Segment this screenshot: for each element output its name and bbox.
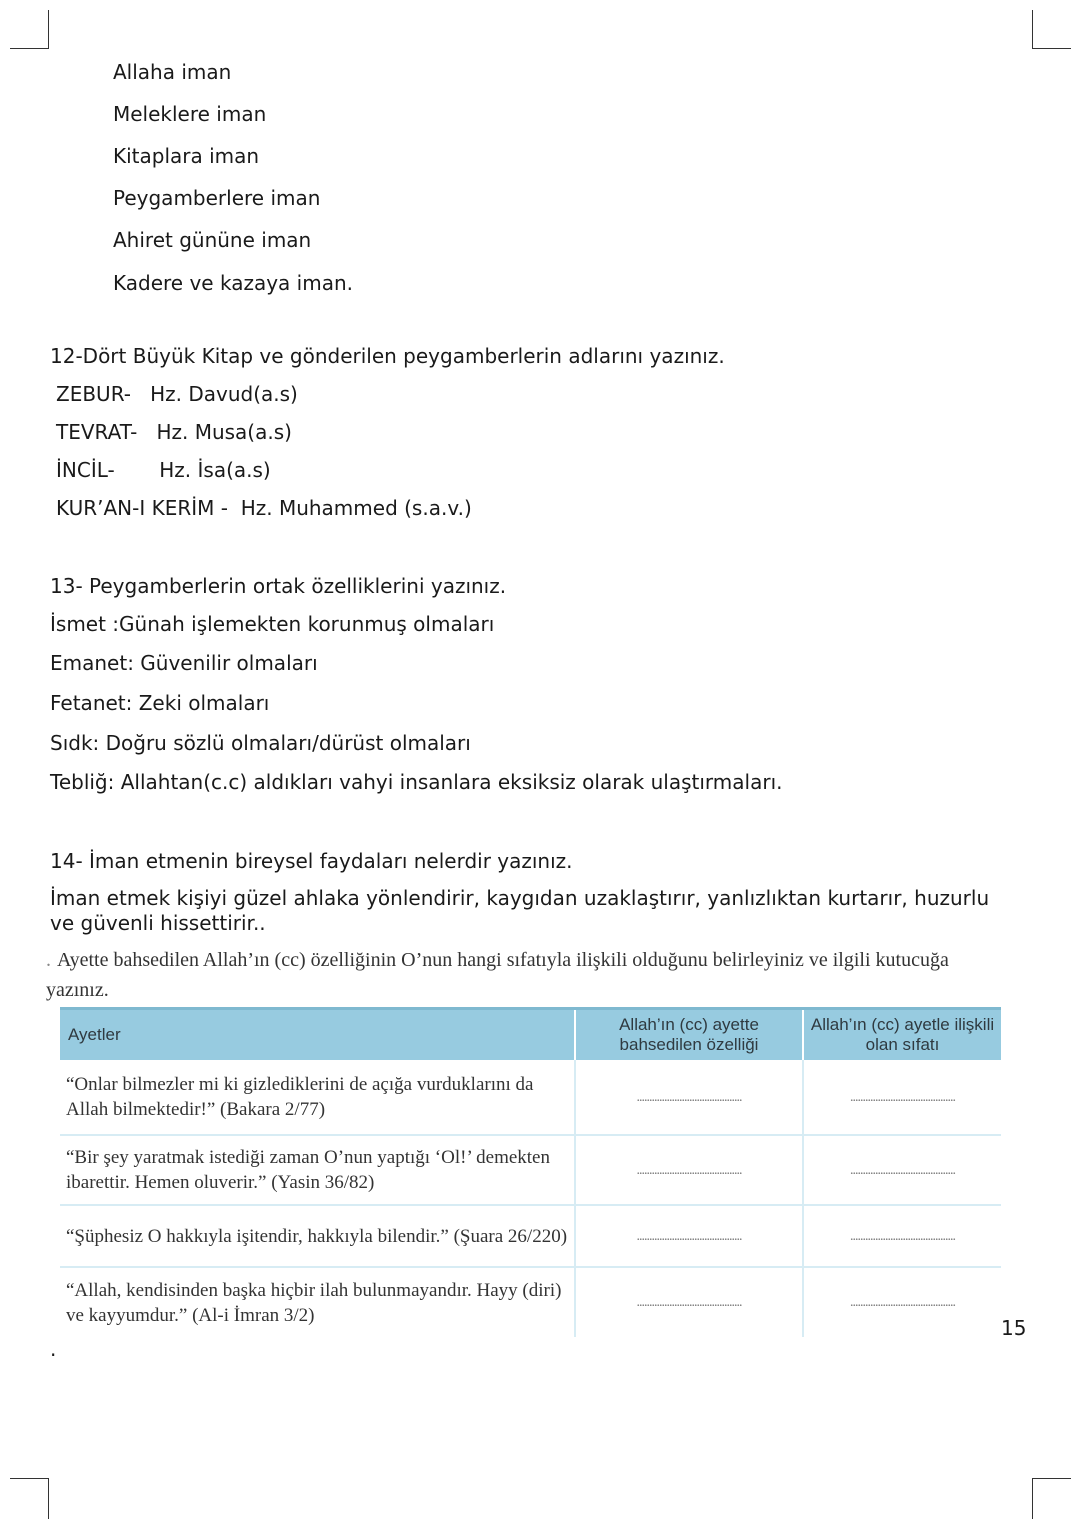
blank-sifat[interactable]: .......................................... <box>803 1267 1001 1337</box>
verse-cell: “Allah, kendisinden başka hiçbir ilah bulunmayandır. Hayy (diri) ve kayyumdur.” (Al-i İmran 3/2) <box>66 1279 562 1326</box>
iman-item: Ahiret gününe iman <box>113 228 312 252</box>
prophet-name: Hz. Musa(a.s) <box>156 420 292 444</box>
answer-line: Tebliğ: Allahtan(c.c) aldıkları vahyi insanlara eksiksiz olarak ulaştırmaları. <box>50 770 783 794</box>
exercise-instruction <box>46 945 1011 1005</box>
blank-sifat[interactable]: .......................................... <box>803 1205 1001 1267</box>
answer-14: İman etmek kişiyi güzel ahlaka yönlendirir, kaygıdan uzaklaştırır, yanlızlıktan kurtarır, huzurlu ve güvenli hissettirir.. <box>50 886 990 935</box>
blank-attribute[interactable]: .......................................... <box>575 1135 803 1205</box>
blank-attribute[interactable]: .......................................... <box>575 1267 803 1337</box>
book-row <box>56 420 292 444</box>
answer-line: Fetanet: Zeki olmaları <box>50 691 270 715</box>
table-row <box>60 1267 1001 1337</box>
crop-mark-top-left <box>10 10 49 49</box>
iman-item: Kitaplara iman <box>113 144 260 168</box>
book-name: ZEBUR- <box>56 382 131 406</box>
book-row <box>56 458 271 482</box>
prophet-name: Hz. İsa(a.s) <box>159 458 271 482</box>
answer-line: İsmet :Günah işlemekten korunmuş olmaları <box>50 612 495 636</box>
question-14: 14- İman etmenin bireysel faydaları nelerdir yazınız. <box>50 849 573 873</box>
prophet-name: Hz. Davud(a.s) <box>150 382 298 406</box>
answer-line: Sıdk: Doğru sözlü olmaları/dürüst olmaları <box>50 731 471 755</box>
table-row <box>60 1135 1001 1205</box>
verse-table <box>60 1007 1001 1337</box>
verse-cell: “Bir şey yaratmak istediği zaman O’nun yaptığı ‘Ol!’ demekten ibarettir. Hemen oluverir.” (Yasin 36/82) <box>60 1135 575 1205</box>
blank-attribute[interactable]: .......................................... <box>575 1205 803 1267</box>
iman-item: Kadere ve kazaya iman. <box>113 271 353 295</box>
trailing-dot: . <box>50 1337 57 1361</box>
book-name: İNCİL- <box>56 458 115 482</box>
iman-item: Meleklere iman <box>113 102 267 126</box>
header-sifat: Allah’ın (cc) ayetle ilişkili olan sıfatı <box>803 1009 1001 1061</box>
header-verses: Ayetler <box>60 1009 575 1061</box>
blank-sifat[interactable]: .......................................... <box>803 1135 1001 1205</box>
blank-sifat[interactable]: .......................................... <box>803 1060 1001 1135</box>
question-12: 12-Dört Büyük Kitap ve gönderilen peygamberlerin adlarını yazınız. <box>50 344 725 368</box>
iman-item: Peygamberlere iman <box>113 186 321 210</box>
prophet-name: Hz. Muhammed (s.a.v.) <box>240 496 472 520</box>
blank-attribute[interactable]: .......................................... <box>575 1060 803 1135</box>
iman-item: Allaha iman <box>113 60 232 84</box>
crop-mark-top-right <box>1032 10 1071 49</box>
instruction-text: Ayette bahsedilen Allah’ın (cc) özelliğinin O’nun hangi sıfatıyla ilişkili olduğunu belirleyiniz ve ilgili kutucuğa yazınız. <box>46 949 949 1001</box>
book-name: KUR’AN-I KERİM - <box>56 496 228 520</box>
header-attribute: Allah’ın (cc) ayette bahsedilen özelliği <box>575 1009 803 1061</box>
book-row <box>56 382 298 406</box>
verse-cell: “Şüphesiz O hakkıyla işitendir, hakkıyla bilendir.” (Şuara 26/220) <box>60 1205 575 1267</box>
table-header-row <box>60 1009 1001 1061</box>
question-13: 13- Peygamberlerin ortak özelliklerini yazınız. <box>50 574 507 598</box>
book-name: TEVRAT- <box>56 420 138 444</box>
crop-mark-bottom-left <box>10 1478 49 1519</box>
verse-cell: “Onlar bilmezler mi ki gizlediklerini de açığa vurduklarını da Allah bilmektedir!” (Bakara 2/77) <box>60 1060 575 1135</box>
table-row <box>60 1060 1001 1135</box>
answer-line: Emanet: Güvenilir olmaları <box>50 651 318 675</box>
table-row <box>60 1205 1001 1267</box>
book-row <box>56 496 472 520</box>
instruction-dot: . <box>46 949 51 971</box>
page-number: 15 <box>1001 1316 1027 1340</box>
crop-mark-bottom-right <box>1032 1478 1071 1519</box>
